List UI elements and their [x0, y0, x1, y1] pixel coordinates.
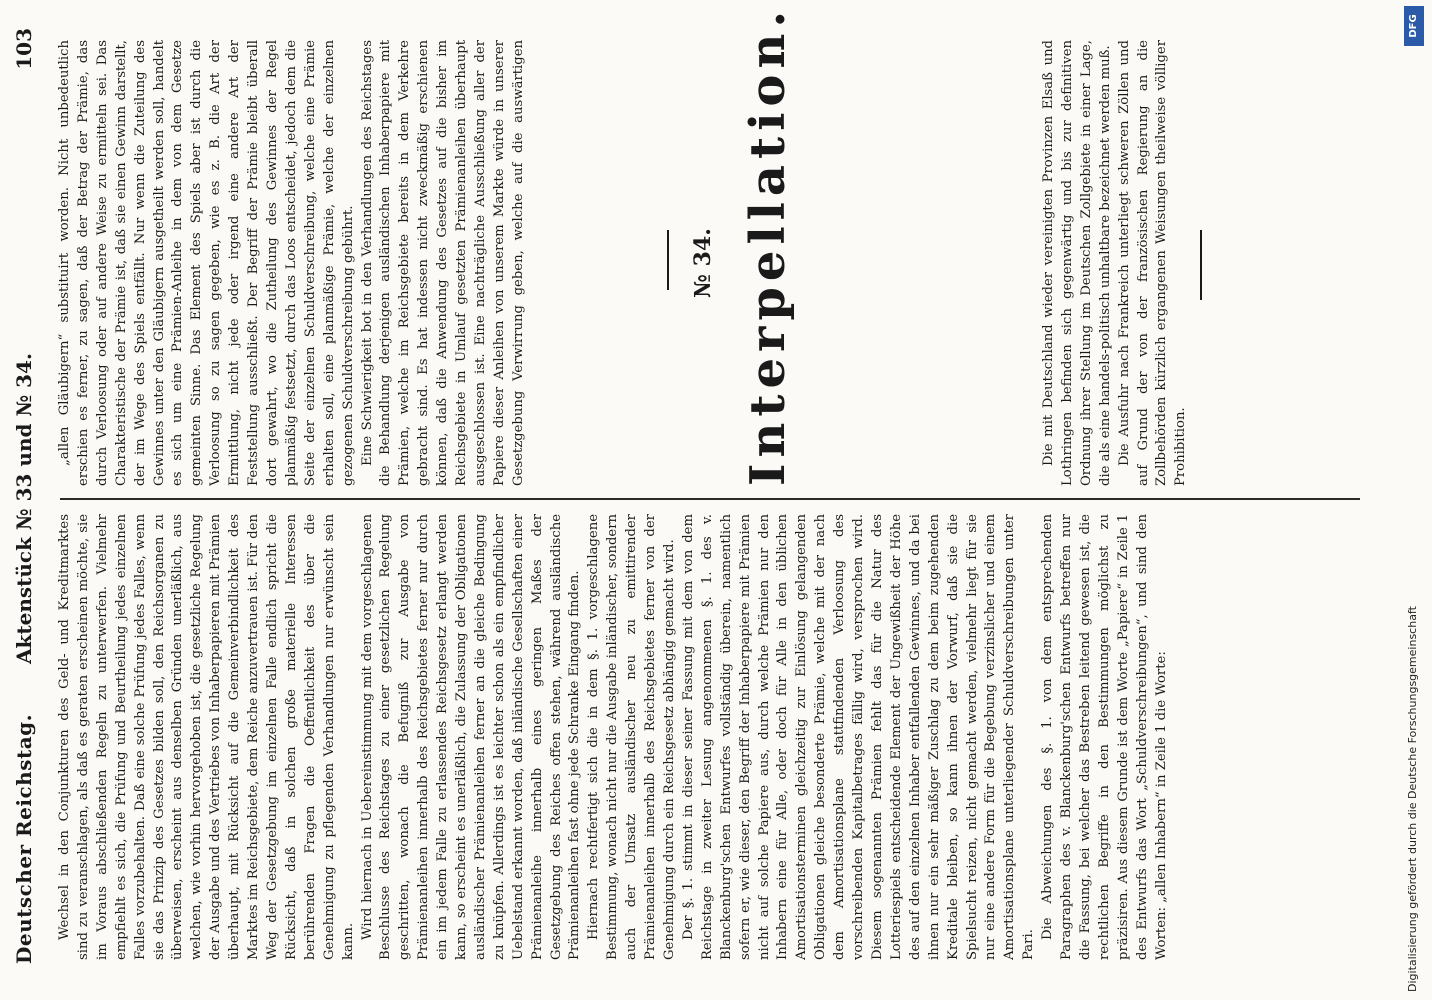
- paragraph: Die Ausfuhr nach Frankreich unterliegt schweren Zöllen und auf Grund der von der französischen Regierung an die Zollbehörden kürzlich ergangenen Weisungen theilweise völliger Prohibition.: [1116, 40, 1189, 486]
- section-number: № 34.: [690, 228, 716, 298]
- digitization-footer: [1400, 0, 1432, 1000]
- right-column-bottom: [1040, 40, 1360, 486]
- page-number: 103: [12, 28, 36, 70]
- right-column-top: [56, 40, 526, 486]
- dfg-logo: DFG: [1404, 6, 1424, 46]
- paragraph: „allen Gläubigern“ substituirt worden. Nicht unbedeutlich erschien es ferner, zu sagen, daß der Betrag der Prämie, das durch Verloosung oder auf andere Weise zu ermitteln sei. Das Charakteristische der Prämie ist, daß sie einen Gewinn darstellt, der im Wege des Spiels entfällt. Nur wenn die Zuteilung des Gewinnes unter den Gläubigern ausgetheilt werden soll, handelt es sich um eine Prämien-Anleihe in dem von dem Gesetze gemeinten Sinne. Das Element des Spiels aber ist durch die Verloosung so zu sagen gegeben, wie es z. B. die Art der Ermittlung, nicht jede oder irgend eine andere Art der Feststellung ausschließt. Der Begriff der Prämie bleibt überall dort gewahrt, wo die Zutheilung des Gewinnes der Regel planmäßig festsetzt, durch das Loos entscheidet, jedoch dem die Seite der einzelnen Schuldverschreibung, welche eine Prämie erhalten soll, eine planmäßige Prämie, welche der einzelnen gezogenen Schuldverschreibung gebührt.: [57, 40, 356, 486]
- section-rule: [667, 230, 669, 290]
- paragraph: Wird hiernach in Uebereinstimmung mit dem vorgeschlagenen Beschlusse des Reichstages zu einer gesetzlichen Regelung geschritten, wonach die Befugniß zur Ausgabe von Prämienanleihen innerhalb des Reichsgebietes ferner nur durch ein im jedem Falle zu erlassendes Reichsgesetz erlangt werden kann, so erscheint es unerläßlich, die Zulassung der Obligationen ausländischer Prämienanleihen ferner an die gleiche Bedingung zu knüpfen. Allerdings ist es leichter schon als ein empfindlicher Uebelstand erkannt worden, daß inländische Gesellschaften einer Prämienanleihe innerhalb eines geringen Maßes der Gesetzgebung des Reiches offen stehen, während ausländische Prämienanleihen fast ohne jede Schranke Eingang finden.: [359, 514, 583, 960]
- left-column: [56, 514, 1356, 960]
- paragraph: Der §. 1. stimmt in dieser seiner Fassung mit dem von dem Reichstage in zweiter Lesung angenommenen §. 1. des v. Blanckenburg'schen Entwurfes vollständig überein, namentlich sofern er, wie dieser, den Begriff der Inhaberpapiere mit Prämien nicht auf solche Papiere aus, durch welche Prämien nur den Inhabern eine für Alle, oder doch für Alle in den üblichen Amortisationsterminen gleichzeitig zur Einlösung gelangenden Obligationen gleiche besonderte Prämie, welche mit der nach dem Amortisationsplane stattfindenden Verloosung des vorschreibenden Kapitalbetrages fällig wird, versprochen wird. Diesem sogenannten Prämien fehlt das für die Natur des Lotteriespiels entscheidende Element der Ungewißheit der Höhe des auf den einzelnen Inhaber entfallenden Gewinnes, und da bei ihnen nur ein sehr mäßiger Zuschlag zu dem beim zugehenden Kreditale bleiben, so kann ihnen der Vorwurf, daß sie die Spielsucht reizen, nicht gemacht werden, vielmehr liegt für sie nur eine andere Form für die Begebung verzinslicher und einem Amortisationsplane unterliegender Schuldverschreibungen unter Pari.: [680, 514, 1037, 960]
- paragraph: Die mit Deutschland wieder vereinigten Provinzen Elsaß und Lothringen befinden sich gegenwärtig und bis zur definitiven Ordnung ihrer Stellung im Deutschen Zollgebiete in einer Lage, die als eine handels-politisch unhaltbare bezeichnet werden muß.: [1041, 40, 1113, 486]
- paragraph: Die Abweichungen des §. 1. von dem entsprechenden Paragraphen des v. Blanckenburg'schen Entwurfs betreffen nur die Fassung, bei welcher das Bestreben leitend gewesen ist, die rechtlichen Begriffe in den Bestimmungen möglichst zu präzisiren. Aus diesem Grunde ist dem Worte „Papiere“ in Zeile 1 des Entwurfs das Wort „Schuldverschreibungen“, und sind den Worten: „allen Inhabern“ in Zeile 1 die Worte:: [1040, 514, 1169, 960]
- paragraph: Eine Schwierigkeit bot in den Verhandlungen des Reichstages die Behandlung derjenigen ausländischen Inhaberpapiere mit Prämien, welche im Reichsgebiete bereits in dem Verkehre gebracht sind. Es hat indessen nicht zweckmäßig erschienen können, daß die Anwendung des Gesetzes auf die bisher im Reichsgebiete in Umlauf gesetzten Prämienanleihen überhaupt ausgeschlossen ist. Eine nachträgliche Ausschließung aller der Papiere dieser Anleihen von unserem Markte würde in unserer Gesetzgebung Verwirrung geben, welche auf die auswärtigen: [359, 40, 526, 486]
- section-title: Interpellation.: [740, 4, 796, 486]
- funding-note: Digitalisierung gefördert durch die Deutsche Forschungsgemeinschaft: [1406, 606, 1419, 992]
- running-title: Deutscher Reichstag.: [12, 713, 36, 964]
- paragraph: Wechsel in den Conjunkturen des Geld- und Kreditmarktes sind zu veranschlagen, als daß es geraten erscheinen möchte, sie im Voraus abschließenden Regeln zu unterwerfen. Vielmehr empfiehlt es sich, die Prüfung und Beurtheilung jedes einzelnen Falles vorzubehalten. Daß eine solche Prüfung jedes Falles, wenn sie das Prinzip des Gesetzes bilden soll, den Reichsorganen zu überweisen, erscheint aus denselben Gründen unerläßlich, aus welchen, wie vorhin hervorgehoben ist, die gesetzliche Regelung der Ausgabe und des Vertriebes von Inhaberpapieren mit Prämien überhaupt, mit Rücksicht auf die Gemeinverbindlichkeit des Marktes im Reichsgebiete, dem Reiche anzuvertrauen ist. Für den Weg der Gesetzgebung im einzelnen Falle endlich spricht die Rücksicht, daß in solchen große materielle Interessen berührenden Fragen die Oeffentlichkeit des über die Genehmigung zu pflegenden Verhandlungen nur erwünscht sein kann.: [57, 514, 356, 960]
- document-reference: Aktenstück № 33 und № 34.: [12, 353, 36, 664]
- page-header: [8, 28, 42, 964]
- column-divider: [60, 498, 1360, 500]
- paragraph: Hiernach rechtfertigt sich die in dem §. 1. vorgeschlagene Bestimmung, wonach nicht nur die Ausgabe inländischer, sondern auch der Umsatz ausländischer neu zu emittirender Prämienanleihen innerhalb des Reichsgebietes ferner von der Genehmigung durch ein Reichsgesetz abhängig gemacht wird.: [586, 514, 677, 960]
